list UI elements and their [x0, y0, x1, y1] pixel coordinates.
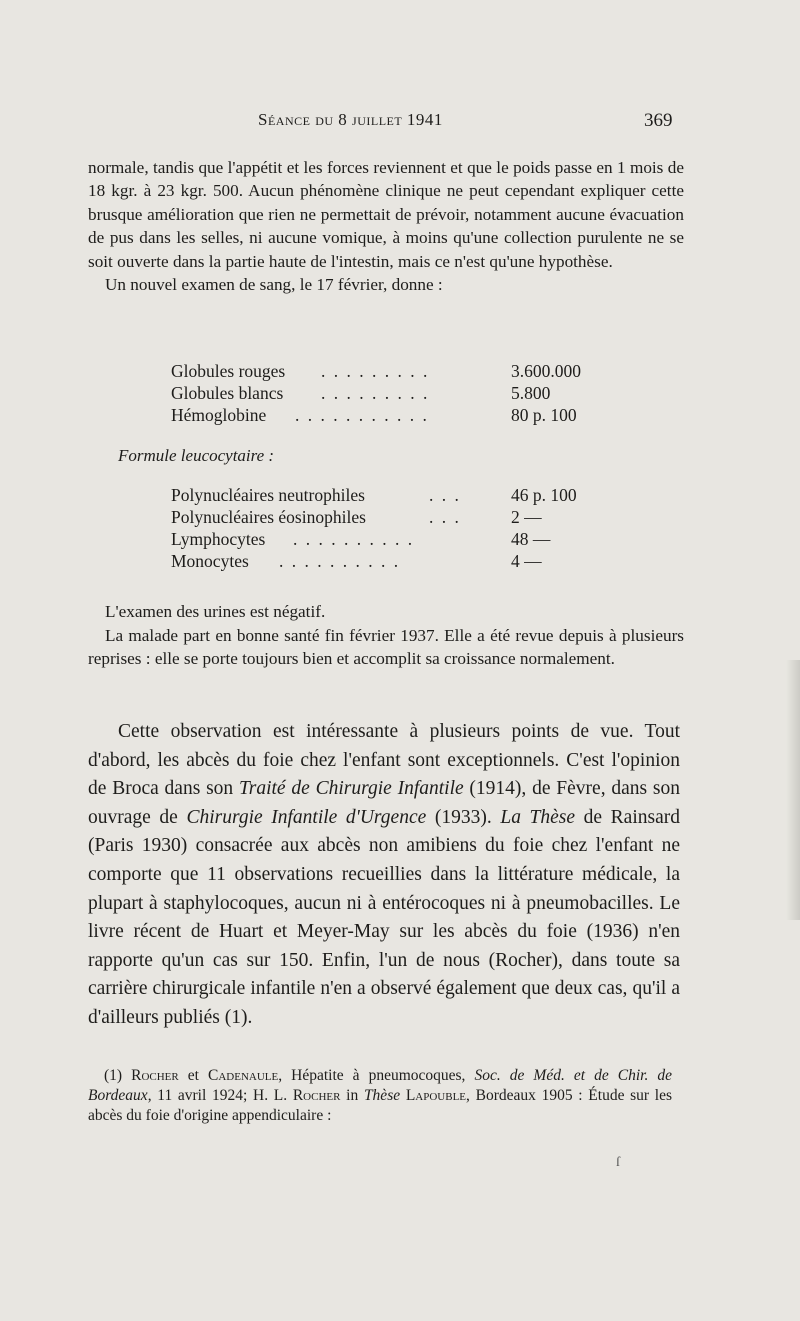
list-item [171, 404, 631, 426]
list-item [171, 484, 631, 506]
value-amount: 2 — [511, 507, 542, 527]
author-name: Rocher [292, 1087, 341, 1105]
these-label: Thèse [363, 1087, 401, 1105]
observation-paragraph [88, 156, 684, 296]
list-item [171, 382, 631, 404]
running-title: Séance du 8 juillet 1941 [258, 110, 443, 129]
page-edge-shadow [786, 660, 800, 920]
leader-dots: . . . [429, 485, 461, 505]
book-title: Chirurgie Infantile d'Urgence [186, 806, 427, 828]
journal-title: Soc. de Méd. et de Chir. de Bordeaux [88, 1067, 673, 1105]
value-label: Lymphocytes [171, 529, 266, 549]
blood-values-list [171, 360, 631, 426]
value-amount: 5.800 [511, 383, 551, 403]
value-amount: 80 p. 100 [511, 405, 577, 425]
author-name: Rocher [131, 1067, 179, 1084]
footnote-part: , 11 avril 1924; H. L. [147, 1087, 293, 1105]
list-item [171, 528, 631, 550]
value-label: Polynucléaires neutrophiles [171, 485, 365, 505]
footnote-text [88, 1066, 672, 1127]
leader-dots: . . . . . . . . . [321, 383, 430, 403]
value-amount: 46 p. 100 [511, 485, 577, 505]
value-label: Hémoglobine [171, 405, 267, 425]
value-amount: 48 — [511, 529, 551, 549]
value-amount: 3.600.000 [511, 361, 581, 381]
discussion-part: (1933). [426, 806, 501, 828]
value-label: Globules rouges [171, 361, 286, 381]
discussion-part: (1914), de Fèvre, dans son ouvrage de [88, 778, 680, 828]
value-label: Monocytes [171, 551, 249, 571]
value-amount: 4 — [511, 551, 542, 571]
leader-dots: . . . . . . . . . . [293, 529, 415, 549]
list-item [171, 360, 631, 382]
value-label: Polynucléaires éosinophiles [171, 507, 366, 527]
observation-text: normale, tandis que l'appétit et les forces reviennent et que le poids passe en 1 mois de 18 kgr. à 23 kgr. 500. Aucun phénomène clinique ne peut cependant expliquer cette brusque amélioration que rien ne permettait de prévoir, notamment aucune évacuation de pus dans les selles, ni aucune vomique, à moins qu'une collection purulente ne se soit ouverte dans la partie haute de l'intestin, mais ce n'est qu'une hypothèse. [88, 158, 684, 271]
page-header [0, 110, 800, 140]
discussion-part: de Rainsard (Paris 1930) consacrée aux abcès non amibiens du foie chez l'enfant ne comporte que 11 observations recueillies dans la littérature médicale, la plupart à staphylocoques, aucun ni à entérocoques ni à pneumobacilles. Le livre récent de Huart et Meyer-May sur les abcès du foie (1936) n'en rapporte qu'un cas sur 150. Enfin, l'un de nous (Rocher), dans toute sa carrière chirurgicale infantile n'en a observé également que deux cas, qu'il a d'ailleurs publiés (1). [88, 806, 680, 1028]
value-label: Globules blancs [171, 383, 284, 403]
footnote-part: in [340, 1087, 364, 1105]
footnote [88, 1066, 672, 1127]
author-name: Cadenaule [208, 1067, 279, 1084]
list-item [171, 550, 631, 572]
formula-title: Formule leucocytaire : [118, 446, 275, 465]
footnote-part: et [178, 1067, 208, 1084]
urine-exam-text: L'examen des urines est négatif. [105, 602, 326, 621]
discussion-text [88, 718, 680, 1033]
outcome-paragraph [88, 600, 684, 671]
formula-values-list [171, 484, 631, 572]
discussion-paragraph [88, 718, 680, 1033]
discussion-part: Cette observation est intéressante à plusieurs points de vue. Tout d'abord, les abcès du foie chez l'enfant sont exceptionnels. C'est l'opinion de Broca dans son [88, 721, 680, 800]
list-item [171, 506, 631, 528]
footnote-part: , Bordeaux 1905 : Étude sur les abcès du foie d'origine appendiculaire : [88, 1087, 673, 1125]
page-number: 369 [644, 110, 673, 131]
author-name: Lapouble [405, 1087, 467, 1105]
blood-exam-intro: Un nouvel examen de sang, le 17 février, donne : [105, 275, 443, 295]
leader-dots: . . . . . . . . . . [279, 551, 401, 571]
leader-dots: . . . . . . . . . [321, 361, 430, 381]
leader-dots: . . . . . . . . . . . [295, 405, 429, 425]
margin-mark: ſ [616, 1155, 620, 1170]
book-title: La Thèse [500, 806, 576, 828]
footnote-part: , Hépatite à pneumocoques, [278, 1067, 475, 1084]
footnote-number: (1) [104, 1067, 132, 1084]
book-title: Traité de Chirurgie Infantile [238, 778, 464, 800]
leader-dots: . . . [429, 507, 461, 527]
outcome-text: La malade part en bonne santé fin février 1937. Elle a été revue depuis à plusieurs reprises : elle se porte toujours bien et accomplit sa croissance normalement. [88, 625, 684, 668]
